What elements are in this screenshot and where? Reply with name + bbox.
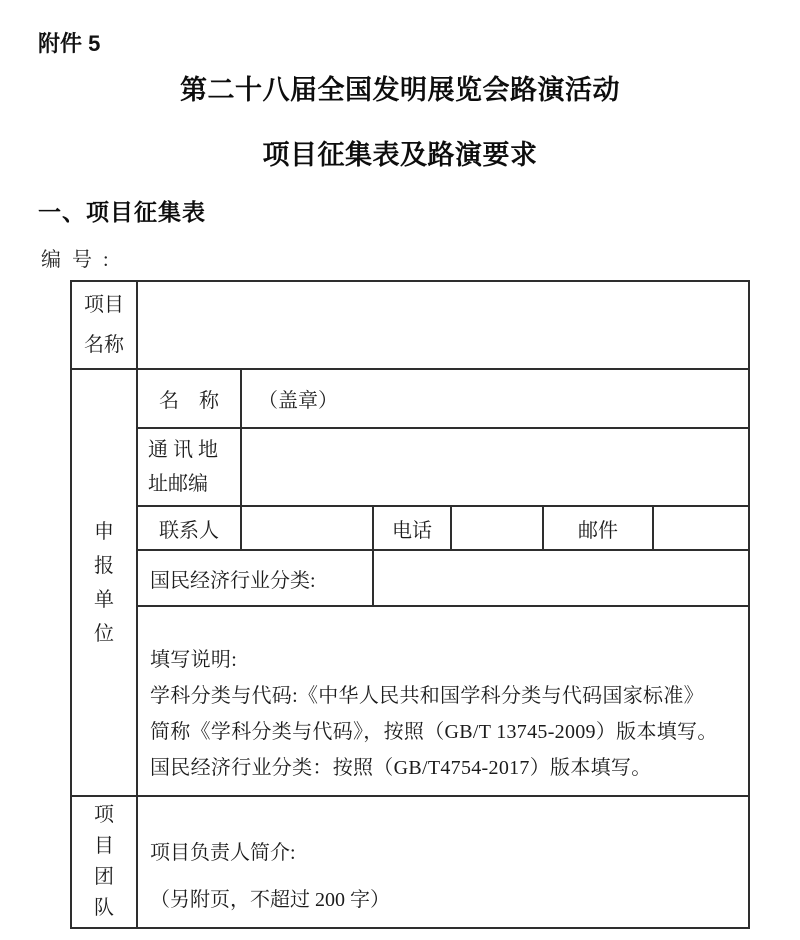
attachment-label: 附件 5: [38, 31, 101, 56]
project-name-row: [71, 281, 749, 369]
address-label-line2: 址邮编: [148, 473, 208, 495]
contact-value-cell: [241, 506, 373, 550]
fill-instruction-line1: 学科分类与代码:《中华人民共和国学科分类与代码国家标准》: [150, 685, 704, 707]
contact-label: 联系人: [137, 506, 241, 550]
doc-title-line1: 第二十八届全国发明展览会路演活动: [180, 75, 620, 105]
project-name-label-line1: 项目: [84, 294, 124, 316]
industry-label: 国民经济行业分类:: [137, 550, 373, 606]
project-form-table: [70, 280, 750, 929]
phone-value-cell: [451, 506, 543, 550]
team-row: [71, 796, 749, 928]
fill-instructions-heading: 填写说明:: [150, 649, 238, 671]
address-value-cell: [241, 428, 749, 506]
section-heading: 一、项目征集表: [38, 199, 206, 225]
fill-instruction-line2: 简称《学科分类与代码》，按照（GB/T 13745-2009）版本填写。: [150, 721, 718, 743]
project-name-label: [71, 281, 137, 369]
industry-row: [71, 550, 749, 606]
industry-value-cell: [373, 550, 749, 606]
serial-number-label: 编 号 :: [41, 249, 112, 271]
applicant-group-label: [71, 369, 137, 796]
team-group-label-text: 项目团队: [94, 804, 114, 919]
phone-label: 电话: [373, 506, 451, 550]
doc-title-line2: 项目征集表及路演要求: [262, 140, 538, 170]
team-group-label: [71, 796, 137, 928]
project-name-value-cell: [137, 281, 749, 369]
contact-row: [71, 506, 749, 550]
project-name-label-line2: 名称: [84, 334, 124, 356]
email-value-cell: [653, 506, 749, 550]
fill-instructions-row: [71, 606, 749, 796]
fill-instructions-cell: [137, 606, 749, 796]
email-label: 邮件: [543, 506, 653, 550]
leader-intro-label: 项目负责人简介:: [150, 842, 296, 864]
address-label-line1: 通 讯 地: [148, 439, 218, 461]
applicant-group-label-text: 申报单位: [94, 520, 114, 645]
leader-intro-note: （另附页，不超过 200 字）: [150, 889, 390, 911]
fill-instruction-line3: 国民经济行业分类：按照（GB/T4754-2017）版本填写。: [150, 757, 652, 779]
unit-name-label: 名 称: [137, 369, 241, 428]
address-row: [71, 428, 749, 506]
team-content-cell: [137, 796, 749, 928]
address-label: [137, 428, 241, 506]
unit-name-value-cell: （盖章）: [241, 369, 749, 428]
unit-name-row: [71, 369, 749, 428]
